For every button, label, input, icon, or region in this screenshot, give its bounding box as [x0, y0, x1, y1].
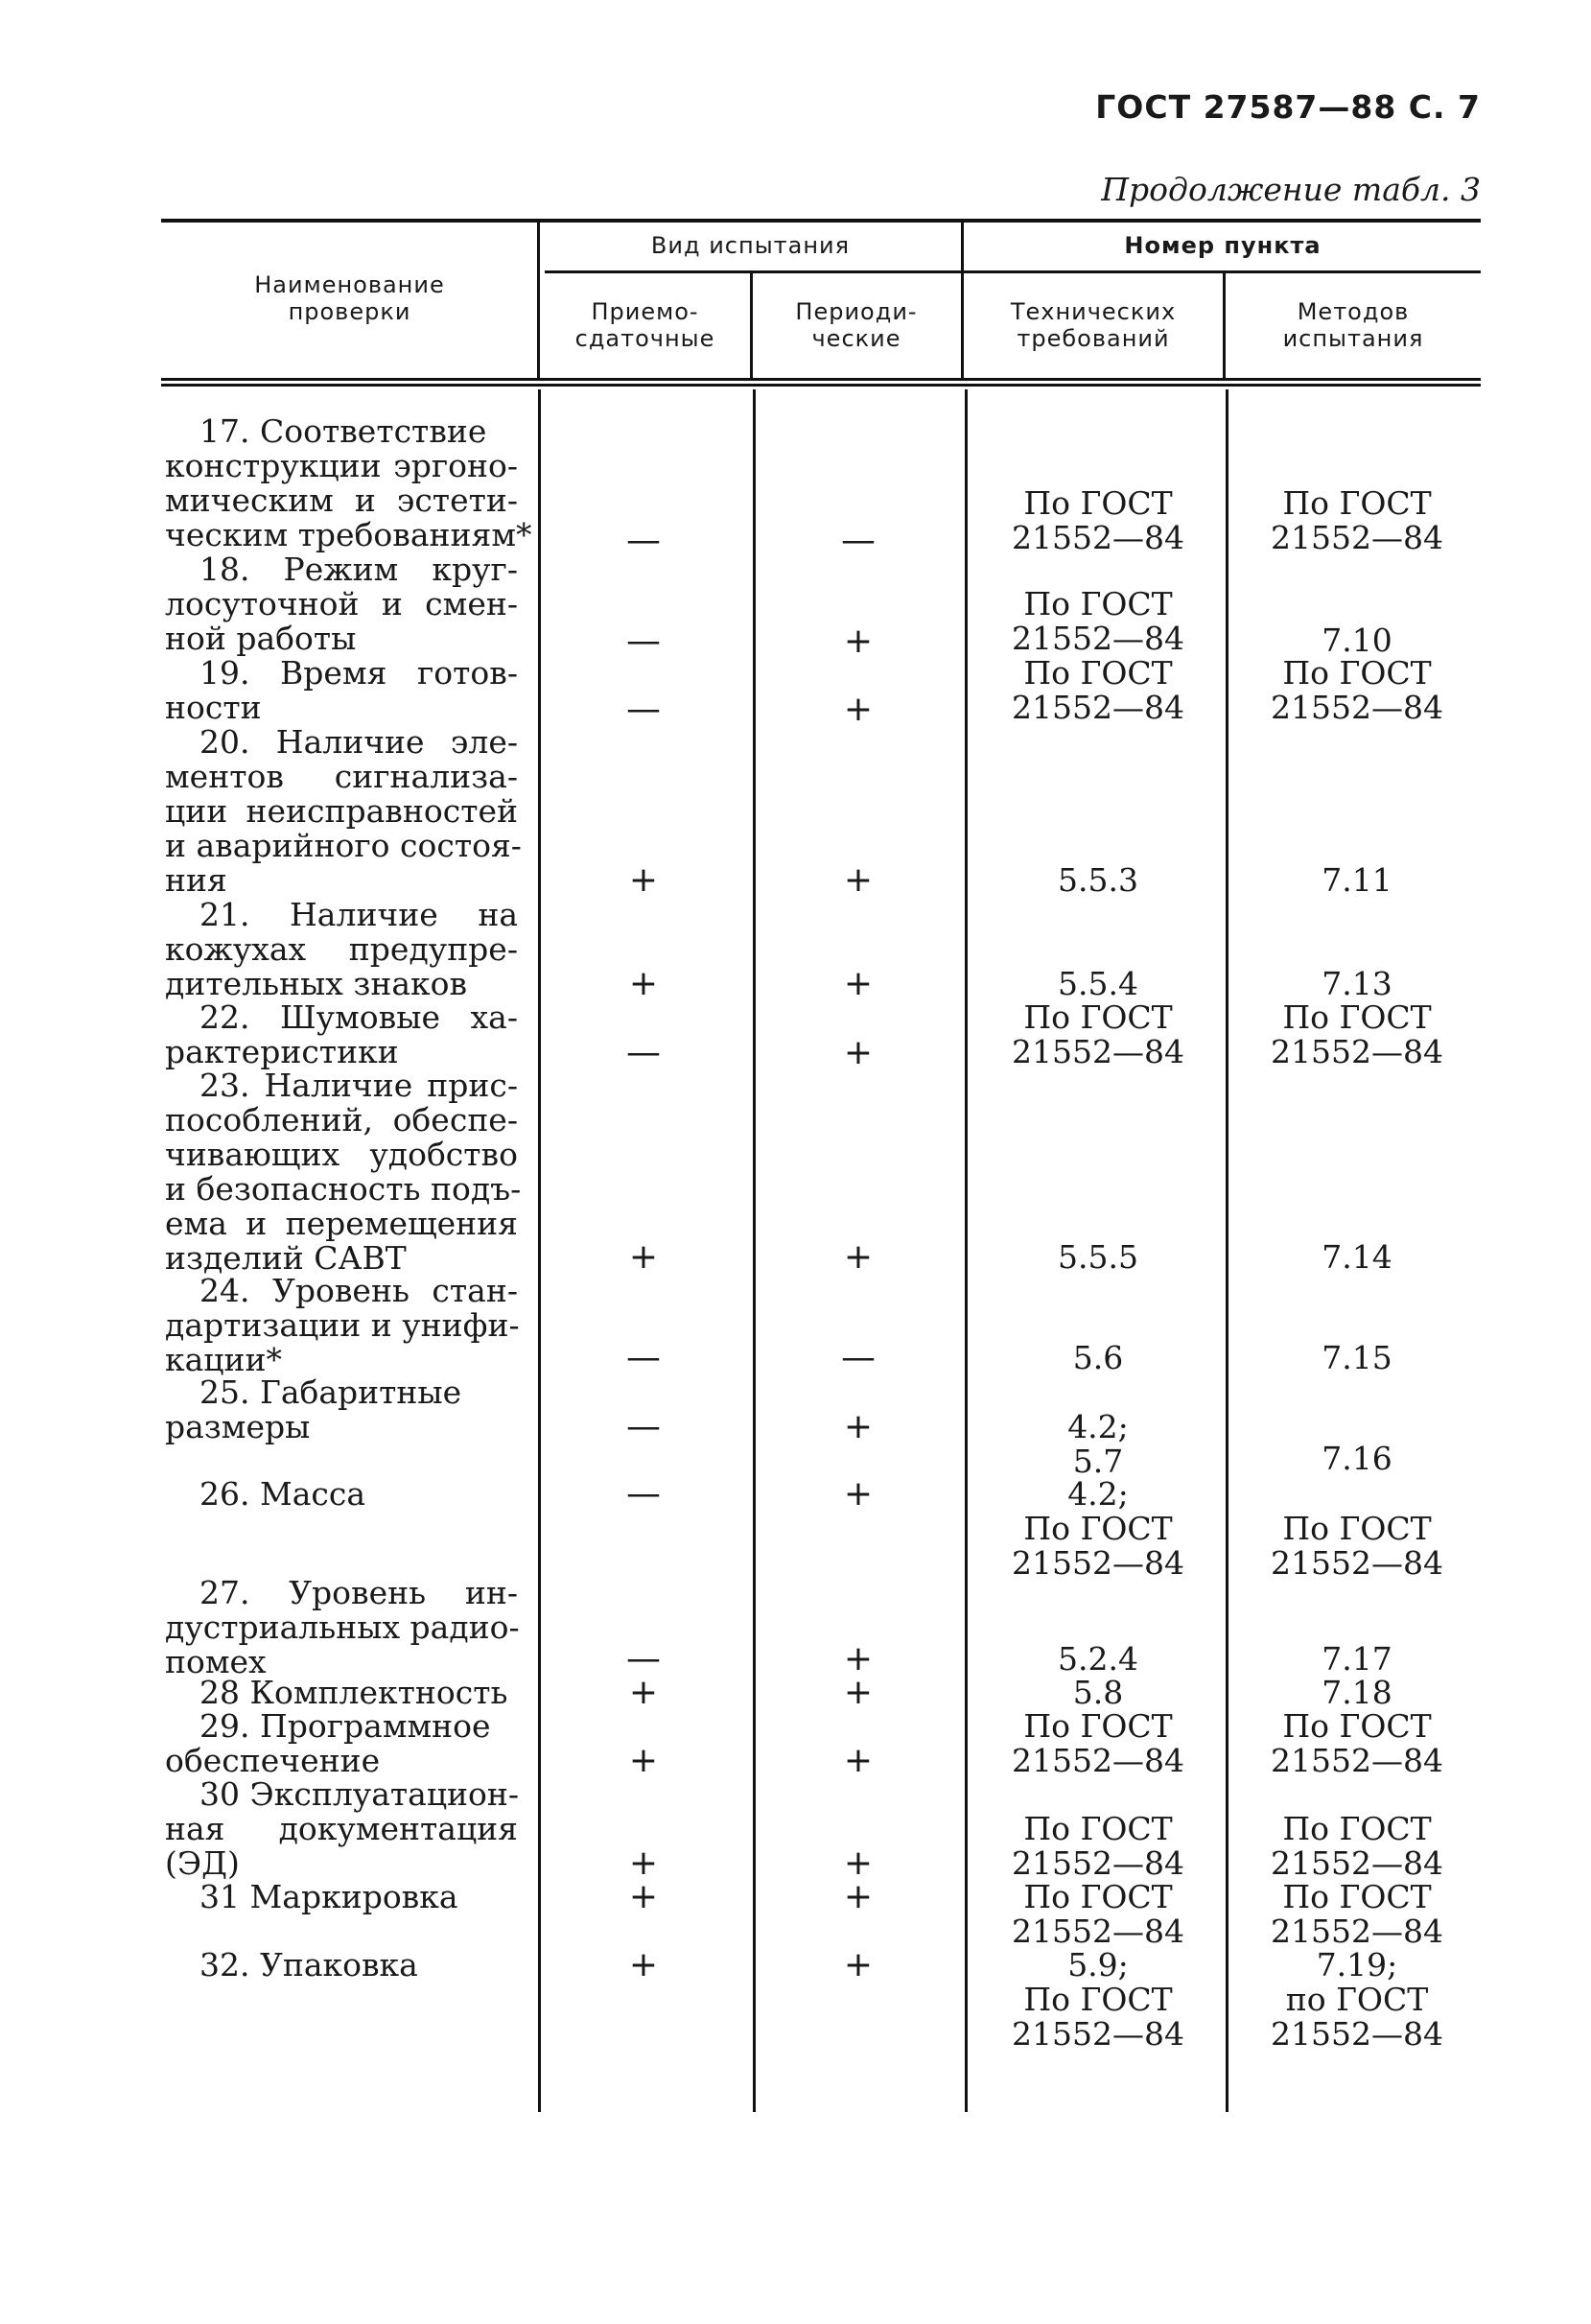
col-divider-1 [537, 223, 540, 378]
row-29-name [165, 1709, 518, 1778]
row-23-name-l5: ема и перемещения [165, 1205, 518, 1242]
row-29-tech-l1: По ГОСТ [1023, 1707, 1173, 1745]
row-24-acceptance: — [626, 1338, 661, 1377]
row-18-acceptance: — [626, 622, 661, 661]
group-header-test-type: Вид испытания [650, 232, 851, 259]
row-18-tech-req [964, 587, 1232, 656]
row-25-name-l2: размеры [165, 1408, 311, 1445]
row-27-name-l3: помех [165, 1643, 267, 1680]
header-bottom-rule [161, 378, 1481, 381]
row-30-tech-l2: 21552—84 [1012, 1844, 1184, 1882]
row-22-meth-l1: По ГОСТ [1282, 998, 1432, 1036]
row-17-name-l3: мическим и эстети- [165, 481, 518, 519]
row-27-name-l2: дустриальных радио- [165, 1608, 520, 1646]
row-25-meth-l1: 7.16 [1322, 1440, 1392, 1477]
row-32-name [165, 1948, 518, 1983]
row-23-name-l2: пособлений, обеспе- [165, 1101, 518, 1139]
row-23-meth-l1: 7.14 [1322, 1238, 1392, 1276]
row-32-meth-l3: 21552—84 [1271, 2015, 1443, 2053]
group-rule [545, 270, 1481, 273]
row-21-periodic: + [843, 964, 874, 1003]
row-31-meth-l2: 21552—84 [1271, 1913, 1443, 1950]
row-17-acceptance: — [626, 521, 661, 560]
row-24-meth-l1: 7.15 [1322, 1339, 1392, 1376]
row-30-tech-req [964, 1812, 1232, 1881]
row-18-name-l1: 18. Режим круг- [199, 551, 518, 588]
col-header-periodic-l2: ческие [811, 325, 901, 352]
row-17-periodic: — [841, 521, 876, 560]
row-29-periodic: + [843, 1741, 874, 1780]
col-divider-3 [961, 223, 964, 378]
row-21-test-method [1228, 967, 1486, 1001]
table-caption: Продолжение табл. 3 [1101, 171, 1481, 208]
col-header-tech-req-l2: требований [1017, 325, 1170, 352]
row-30-name [165, 1777, 518, 1881]
row-29-name-l2: обеспечение [165, 1742, 381, 1779]
row-29-test-method [1228, 1709, 1486, 1778]
row-19-meth-l2: 21552—84 [1271, 689, 1443, 726]
row-18-meth-l1: 7.10 [1322, 622, 1392, 659]
row-22-name-l2: рактеристики [165, 1033, 399, 1070]
row-17-name-l2: конструкции эргоно- [165, 447, 518, 484]
row-20-name-l3: ции неисправностей [165, 792, 518, 830]
row-21-tech-req [964, 967, 1232, 1001]
row-27-meth-l1: 7.17 [1322, 1640, 1392, 1678]
row-25-name [165, 1375, 518, 1444]
row-20-name-l2: ментов сигнализа- [165, 758, 518, 795]
row-27-name [165, 1576, 518, 1679]
row-32-acceptance: + [628, 1945, 659, 1984]
row-21-name [165, 898, 518, 1001]
row-20-tech-l1: 5.5.3 [1058, 861, 1138, 899]
row-17-tech-req [964, 486, 1232, 555]
row-21-name-l1: 21. Наличие на [199, 896, 518, 933]
row-30-name-l1: 30 Эксплуатацион- [199, 1775, 520, 1813]
row-17-tech-l1: По ГОСТ [1023, 484, 1173, 522]
row-32-name-l1: 32. Упаковка [199, 1946, 418, 1984]
row-24-name-l1: 24. Уровень стан- [199, 1272, 518, 1309]
row-24-name-l2: дартизации и унифи- [165, 1306, 520, 1344]
row-20-name [165, 723, 522, 899]
row-32-periodic: + [843, 1945, 874, 1984]
row-19-tech-l1: По ГОСТ [1023, 654, 1173, 692]
row-22-periodic: + [843, 1033, 874, 1072]
row-32-tech-req [964, 1948, 1232, 2052]
col-header-test-methods [1226, 298, 1481, 352]
row-25-tech-l1: 4.2; [1067, 1408, 1129, 1445]
row-32-test-method [1228, 1948, 1486, 2052]
row-23-name-l3: чивающих удобство [165, 1136, 518, 1173]
col-header-test-methods-l1: Методов [1297, 298, 1410, 325]
row-25-tech-req [964, 1410, 1232, 1479]
col-header-name-l1: Наименование [254, 271, 445, 298]
row-26-periodic: + [843, 1474, 874, 1514]
row-19-tech-l2: 21552—84 [1012, 689, 1184, 726]
row-22-acceptance: — [626, 1033, 661, 1072]
row-25-acceptance: — [626, 1407, 661, 1446]
row-26-name-l1: 26. Масса [199, 1475, 366, 1513]
row-17-meth-l2: 21552—84 [1271, 519, 1443, 556]
row-27-acceptance: — [626, 1639, 661, 1678]
col-header-acceptance-l2: сдаточные [574, 325, 715, 352]
row-26-tech-l3: 21552—84 [1012, 1544, 1184, 1582]
row-17-meth-l1: По ГОСТ [1282, 484, 1432, 522]
col-header-tech-req [965, 298, 1222, 352]
row-26-acceptance: — [626, 1474, 661, 1514]
row-32-meth-l2: по ГОСТ [1285, 1981, 1429, 2018]
row-26-test-method [1228, 1512, 1486, 1581]
row-25-tech-l2: 5.7 [1072, 1443, 1124, 1480]
row-20-test-method [1228, 863, 1486, 898]
row-21-tech-l1: 5.5.4 [1058, 965, 1138, 1002]
col-header-name [165, 271, 534, 325]
row-24-test-method [1228, 1341, 1486, 1375]
row-20-acceptance: + [628, 860, 659, 900]
row-25-name-l1: 25. Габаритные [199, 1373, 462, 1411]
row-31-tech-l2: 21552—84 [1012, 1913, 1184, 1950]
row-24-periodic: — [841, 1338, 876, 1377]
row-18-tech-l1: По ГОСТ [1023, 585, 1173, 622]
group-header-item-number: Номер пункта [1124, 232, 1322, 259]
row-21-name-l2: кожухах предупре- [165, 930, 518, 968]
row-18-name-l2: лосуточной и смен- [165, 585, 518, 622]
col-header-name-l2: проверки [288, 298, 411, 325]
row-23-test-method [1228, 1240, 1486, 1275]
row-32-meth-l1: 7.19; [1316, 1946, 1398, 1984]
row-27-tech-req [964, 1642, 1232, 1677]
row-30-meth-l2: 21552—84 [1271, 1844, 1443, 1882]
row-22-tech-l2: 21552—84 [1012, 1033, 1184, 1070]
col-divider-2 [750, 273, 753, 378]
row-19-meth-l1: По ГОСТ [1282, 654, 1432, 692]
row-31-meth-l1: По ГОСТ [1282, 1878, 1432, 1915]
row-28-name [165, 1676, 518, 1710]
row-22-meth-l2: 21552—84 [1271, 1033, 1443, 1070]
row-28-test-method [1228, 1676, 1486, 1710]
row-19-acceptance: — [626, 690, 661, 729]
row-23-periodic: + [843, 1237, 874, 1277]
col-divider-2b [753, 389, 756, 2112]
row-23-name-l6: изделий САВТ [165, 1239, 407, 1277]
row-29-tech-req [964, 1709, 1232, 1778]
row-23-name-l4: и безопасность подъ- [165, 1170, 522, 1208]
col-divider-1b [538, 389, 541, 2112]
row-21-meth-l1: 7.13 [1322, 965, 1392, 1002]
row-26-tech-l2: По ГОСТ [1023, 1510, 1173, 1547]
row-28-acceptance: + [628, 1673, 659, 1712]
col-header-test-methods-l2: испытания [1282, 325, 1424, 352]
col-header-periodic [754, 298, 959, 352]
row-26-tech-l1: 4.2; [1067, 1475, 1129, 1513]
row-17-name-l1: 17. Соответствие [199, 412, 487, 450]
row-31-name [165, 1880, 518, 1914]
row-30-periodic: + [843, 1843, 874, 1883]
row-18-name-l3: ной работы [165, 620, 357, 657]
row-22-name [165, 1000, 518, 1069]
row-30-name-l3: (ЭД) [165, 1844, 240, 1882]
row-19-periodic: + [843, 690, 874, 729]
col-header-tech-req-l1: Технических [1010, 298, 1177, 325]
row-31-tech-req [964, 1880, 1232, 1949]
row-19-test-method [1228, 656, 1486, 725]
page-header: ГОСТ 27587—88 С. 7 [1095, 88, 1481, 126]
row-32-tech-l2: По ГОСТ [1023, 1981, 1173, 2018]
row-28-periodic: + [843, 1673, 874, 1712]
row-27-periodic: + [843, 1639, 874, 1678]
row-18-name [165, 552, 518, 656]
row-21-name-l3: дительных знаков [165, 965, 468, 1002]
row-31-periodic: + [843, 1877, 874, 1916]
row-30-name-l2: ная документация [165, 1810, 518, 1847]
row-23-tech-req [964, 1240, 1232, 1275]
row-26-meth-l2: 21552—84 [1271, 1544, 1443, 1582]
col-header-acceptance [542, 298, 748, 352]
row-31-acceptance: + [628, 1877, 659, 1916]
row-22-tech-req [964, 1000, 1232, 1069]
row-23-name-l1: 23. Наличие прис- [199, 1067, 518, 1104]
row-19-name [165, 656, 518, 725]
row-25-periodic: + [843, 1407, 874, 1446]
row-29-meth-l2: 21552—84 [1271, 1742, 1443, 1779]
row-20-name-l1: 20. Наличие эле- [199, 723, 518, 761]
row-31-test-method [1228, 1880, 1486, 1949]
row-26-tech-req [964, 1477, 1232, 1581]
row-31-name-l1: 31 Маркировка [199, 1878, 458, 1915]
row-19-name-l1: 19. Время готов- [199, 654, 518, 692]
row-18-tech-l2: 21552—84 [1012, 620, 1184, 657]
row-26-meth-l1: По ГОСТ [1282, 1510, 1432, 1547]
table-top-rule [161, 219, 1481, 223]
row-24-name-l3: кации* [165, 1341, 283, 1378]
row-22-test-method [1228, 1000, 1486, 1069]
row-21-acceptance: + [628, 964, 659, 1003]
row-25-test-method [1228, 1442, 1486, 1476]
row-24-tech-req [964, 1341, 1232, 1375]
col-header-periodic-l1: Периоди- [795, 298, 918, 325]
row-29-meth-l1: По ГОСТ [1282, 1707, 1432, 1745]
row-23-name [165, 1067, 522, 1277]
row-20-periodic: + [843, 860, 874, 900]
row-28-meth-l1: 7.18 [1322, 1674, 1392, 1711]
row-26-name [165, 1477, 518, 1512]
row-17-name [165, 412, 532, 553]
row-30-meth-l1: По ГОСТ [1282, 1810, 1432, 1847]
row-28-tech-req [964, 1676, 1232, 1710]
row-29-acceptance: + [628, 1741, 659, 1780]
col-header-acceptance-l1: Приемо- [591, 298, 699, 325]
row-18-test-method [1228, 623, 1486, 658]
row-32-tech-l1: 5.9; [1067, 1946, 1129, 1984]
row-27-name-l1: 27. Уровень ин- [199, 1574, 518, 1611]
row-22-name-l1: 22. Шумовые ха- [199, 998, 518, 1036]
row-17-test-method [1228, 486, 1486, 555]
row-27-tech-l1: 5.2.4 [1058, 1640, 1138, 1678]
row-20-meth-l1: 7.11 [1322, 861, 1392, 899]
row-18-periodic: + [843, 622, 874, 661]
row-30-test-method [1228, 1812, 1486, 1881]
header-bottom-rule-2 [161, 384, 1481, 387]
row-20-name-l4: и аварийного состоя- [165, 827, 522, 864]
row-20-name-l5: ния [165, 861, 227, 899]
row-28-tech-l1: 5.8 [1072, 1674, 1124, 1711]
row-23-acceptance: + [628, 1237, 659, 1277]
row-17-name-l4: ческим требованиям* [165, 516, 532, 553]
row-17-tech-l2: 21552—84 [1012, 519, 1184, 556]
row-30-acceptance: + [628, 1843, 659, 1883]
row-24-name [165, 1274, 518, 1377]
row-31-tech-l1: По ГОСТ [1023, 1878, 1173, 1915]
row-28-name-l1: 28 Комплектность [199, 1674, 508, 1711]
row-19-tech-req [964, 656, 1232, 725]
row-20-tech-req [964, 863, 1232, 898]
row-29-tech-l2: 21552—84 [1012, 1742, 1184, 1779]
row-19-name-l2: ности [165, 689, 262, 726]
row-22-tech-l1: По ГОСТ [1023, 998, 1173, 1036]
row-32-tech-l3: 21552—84 [1012, 2015, 1184, 2053]
row-30-tech-l1: По ГОСТ [1023, 1810, 1173, 1847]
row-29-name-l1: 29. Программное [199, 1707, 491, 1745]
row-27-test-method [1228, 1642, 1486, 1677]
row-23-tech-l1: 5.5.5 [1058, 1238, 1138, 1276]
row-24-tech-l1: 5.6 [1072, 1339, 1124, 1376]
